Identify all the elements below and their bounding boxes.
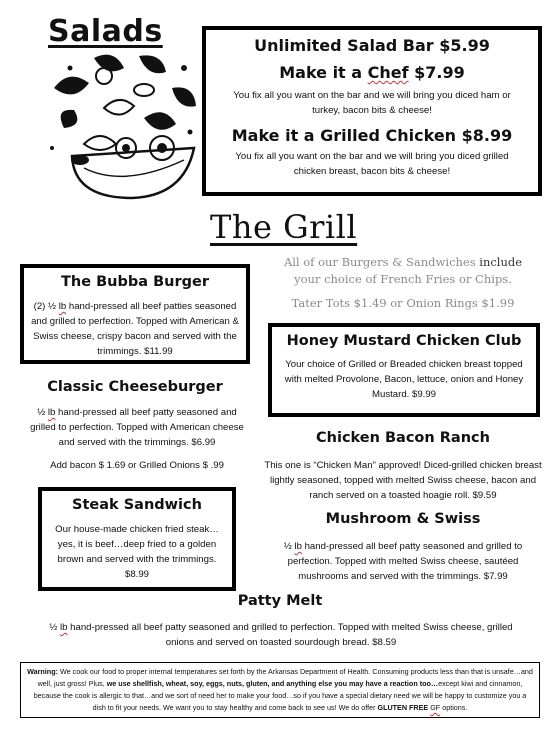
chicken-bacon-ranch-desc: This one is “Chicken Man” approved! Diced-grilled chicken breast lightly seasoned, topped with melted Swiss cheese, bacon and ranch served on a toasted hoagie roll. $9.59 [264, 460, 542, 501]
honey-mustard-box [268, 323, 540, 417]
bubba-burger-name: The Bubba Burger [61, 274, 209, 290]
chicken-bacon-ranch-name: Chicken Bacon Ranch [316, 430, 490, 446]
mushroom-desc-lb: lb [294, 541, 302, 552]
chef-word: Chef [367, 63, 409, 82]
bubba-burger-box [20, 264, 250, 364]
chef-salad-desc: You fix all you want on the bar and we will bring you diced ham or turkey, bacon bits & cheese! [233, 90, 511, 116]
patty-melt-desc [40, 620, 522, 650]
classic-addon: Add bacon $ 1.69 or Grilled Onions $ .99 [50, 460, 224, 471]
steak-sandwich-box [38, 487, 236, 591]
bubba-desc-pre: (2) ½ [33, 301, 59, 312]
salads-title: Salads [48, 14, 163, 49]
classic-desc-lb: lb [47, 407, 56, 418]
sides-line-1b: include [479, 255, 523, 269]
mushroom-desc-pre: ½ [283, 541, 295, 552]
grill-title: The Grill [210, 208, 358, 246]
classic-desc-post: hand-pressed all beef patty seasoned and grilled to perfection. Topped with American cheese and served with the trimmings. $6.99 [30, 407, 244, 448]
patty-melt-name: Patty Melt [237, 593, 323, 609]
grilled-salad-title: Make it a Grilled Chicken $8.99 [231, 126, 513, 145]
warning-text-1: We cook our food to proper internal temperatures set forth by the Arkansas Department of Health. Consuming products less than that is unsafe…and well, just gross! Plus, [37, 667, 533, 688]
sides-line-1a: All of our Burgers & Sandwiches [283, 255, 480, 269]
salad-bar-title: Unlimited Salad Bar $5.99 [254, 36, 490, 55]
classic-cheeseburger-desc [26, 405, 248, 450]
salad-bar-box [202, 26, 542, 196]
warning-allergens: we use shellfish, wheat, soy, eggs, nuts, gluten, and anything else you may have a reaction too… [106, 679, 439, 688]
warning-options: options. [440, 703, 468, 712]
steak-sandwich-name: Steak Sandwich [72, 497, 202, 513]
patty-desc-pre: ½ [49, 622, 61, 633]
mushroom-swiss-desc [262, 539, 544, 584]
patty-desc-lb: lb [60, 622, 68, 633]
salad-bowl-illustration [44, 48, 204, 208]
mushroom-desc-post: hand-pressed all beef patty seasoned and grilled to perfection. Topped with melted Swiss cheese, sautéed mushrooms and served with the trimmings. $7.99 [287, 541, 523, 582]
mushroom-swiss-name: Mushroom & Swiss [325, 511, 481, 527]
classic-cheeseburger-name: Classic Cheeseburger [47, 379, 223, 395]
chef-label: Make it a [279, 63, 368, 82]
sides-line-3: Tater Tots $1.49 or Onion Rings $1.99 [291, 296, 515, 310]
warning-label: Warning: [27, 667, 58, 676]
warning-box [20, 662, 540, 718]
warning-gluten-free: GLUTEN FREE [377, 703, 429, 712]
honey-mustard-desc: Your choice of Grilled or Breaded chicken breast topped with melted Provolone, Bacon, lettuce, onion and Honey Mustard. $9.99 [284, 359, 524, 400]
sides-note [272, 254, 534, 312]
warning-text-2: except kiwi and cinnamon, because the cook is allergic to that…and we sort of need her to make your food…so if you have a special dietary need we will be happy to customize you a dish to fit your needs. We want you to stay healthy and come back to see us! We do offer [33, 679, 527, 712]
honey-mustard-name: Honey Mustard Chicken Club [286, 333, 522, 349]
sides-line-2: your choice of French Fries or Chips. [294, 272, 512, 286]
classic-desc-pre: ½ [37, 407, 48, 418]
steak-sandwich-desc: Our house-made chicken fried steak…yes, it is beef…deep fried to a golden brown and served with the trimmings. $8.99 [55, 524, 219, 580]
grilled-salad-desc: You fix all you want on the bar and we will bring you diced grilled chicken breast, bacon bits & cheese! [235, 151, 509, 177]
warning-text [27, 666, 533, 714]
bubba-desc-lb: lb [58, 301, 67, 312]
sides-line-1 [272, 254, 534, 271]
chef-salad-title [206, 63, 538, 82]
warning-gf: GF [430, 703, 441, 712]
bubba-desc-post: hand-pressed all beef patties seasoned and grilled to perfection. Topped with American & Swiss cheese, crispy bacon and served with the trimmings. $11.99 [31, 301, 239, 357]
bubba-burger-desc [30, 299, 240, 359]
patty-desc-post: hand-pressed all beef patty seasoned and grilled to perfection. Topped with melted Swiss cheese, grilled onions and served on toasted sourdough bread. $8.59 [67, 622, 513, 648]
chef-price: $7.99 [408, 63, 465, 82]
